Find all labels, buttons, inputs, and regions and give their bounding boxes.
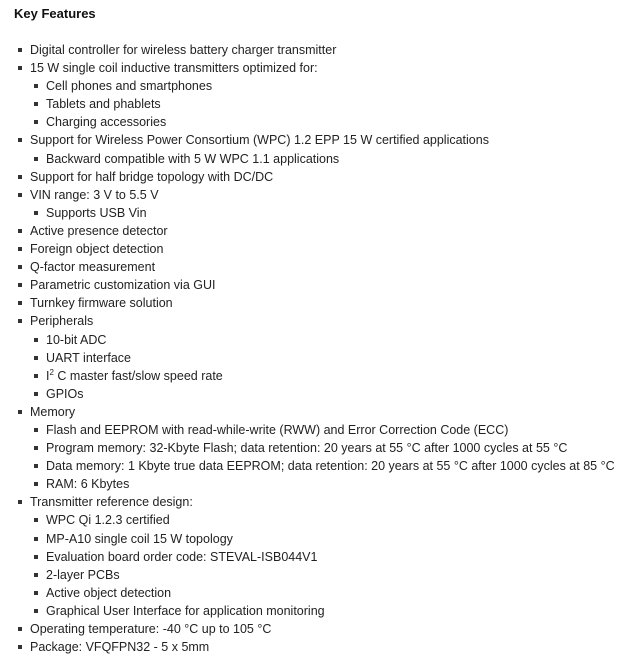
bullet-icon <box>34 428 38 432</box>
sub-feature-row <box>14 475 623 493</box>
sub-feature-list <box>14 150 623 168</box>
bullet-icon <box>34 102 38 106</box>
feature-item <box>14 222 623 240</box>
feature-row <box>14 186 623 204</box>
sub-feature-row <box>14 113 623 131</box>
feature-row <box>14 638 623 656</box>
sub-feature-item <box>14 421 623 439</box>
sub-feature-item <box>14 548 623 566</box>
superscript: 2 <box>49 367 54 377</box>
feature-text: Q-factor measurement <box>30 260 156 275</box>
sub-feature-text: 10-bit ADC <box>46 332 107 347</box>
feature-item <box>14 131 623 167</box>
bullet-icon <box>34 356 38 360</box>
feature-text: Active presence detector <box>30 223 168 238</box>
sub-feature-item <box>14 349 623 367</box>
feature-item <box>14 168 623 186</box>
feature-item <box>14 294 623 312</box>
feature-item <box>14 258 623 276</box>
bullet-icon <box>18 410 22 414</box>
sub-feature-text: Cell phones and smartphones <box>46 79 213 94</box>
sub-feature-item <box>14 475 623 493</box>
sub-feature-item <box>14 566 623 584</box>
feature-text: Support for half bridge topology with DC/DC <box>30 169 274 184</box>
sub-feature-row <box>14 367 623 385</box>
sub-feature-text: Evaluation board order code: STEVAL-ISB044V1 <box>46 549 318 564</box>
feature-row <box>14 222 623 240</box>
sub-feature-item <box>14 204 623 222</box>
sub-feature-row <box>14 77 623 95</box>
feature-text: Digital controller for wireless battery charger transmitter <box>30 43 337 57</box>
sub-feature-list <box>14 421 623 493</box>
sub-feature-row <box>14 584 623 602</box>
bullet-icon <box>34 120 38 124</box>
bullet-icon <box>18 193 22 197</box>
bullet-icon <box>18 500 22 504</box>
sub-feature-text: UART interface <box>46 350 131 365</box>
feature-item <box>14 59 623 131</box>
bullet-icon <box>34 518 38 522</box>
feature-item <box>14 41 623 59</box>
sub-feature-item <box>14 457 623 475</box>
sub-feature-row <box>14 150 623 168</box>
feature-text: Transmitter reference design: <box>30 495 193 510</box>
sub-feature-text: Charging accessories <box>46 115 167 130</box>
sub-feature-text: Graphical User Interface for application monitoring <box>46 603 325 618</box>
feature-row <box>14 59 623 77</box>
bullet-icon <box>34 446 38 450</box>
sub-feature-text: Backward compatible with 5 W WPC 1.1 applications <box>46 151 340 166</box>
feature-row <box>14 240 623 258</box>
sub-feature-row <box>14 385 623 403</box>
bullet-icon <box>18 66 22 70</box>
sub-feature-item <box>14 113 623 131</box>
bullet-icon <box>34 392 38 396</box>
bullet-icon <box>18 301 22 305</box>
sub-feature-row <box>14 566 623 584</box>
feature-text: Parametric customization via GUI <box>30 278 216 293</box>
sub-feature-text: Flash and EEPROM with read-while-write (RWW) and Error Correction Code (ECC) <box>46 422 509 437</box>
sub-feature-row <box>14 349 623 367</box>
feature-item <box>14 276 623 294</box>
sub-feature-row <box>14 439 623 457</box>
feature-row <box>14 620 623 638</box>
feature-item <box>14 403 623 493</box>
feature-item <box>14 312 623 402</box>
feature-text: Package: VFQFPN32 - 5 x 5mm <box>30 640 210 655</box>
sub-feature-item <box>14 150 623 168</box>
sub-feature-text: GPIOs <box>46 386 84 401</box>
feature-text: Support for Wireless Power Consortium (WPC) 1.2 EPP 15 W certified applications <box>30 133 489 148</box>
feature-row <box>14 276 623 294</box>
sub-feature-list <box>14 77 623 131</box>
bullet-icon <box>34 84 38 88</box>
feature-row <box>14 41 623 59</box>
text-rest: C master fast/slow speed rate <box>53 368 223 383</box>
sub-feature-row <box>14 530 623 548</box>
sub-feature-row <box>14 511 623 529</box>
feature-row <box>14 312 623 330</box>
feature-text: Foreign object detection <box>30 242 164 257</box>
sub-feature-text: Tablets and phablets <box>46 97 161 112</box>
bullet-icon <box>18 229 22 233</box>
bullet-icon <box>34 609 38 613</box>
feature-row <box>14 168 623 186</box>
bullet-icon <box>34 338 38 342</box>
sub-feature-text: Program memory: 32-Kbyte Flash; data retention: 20 years at 55 °C after 1000 cycles at 55 °C <box>46 441 568 456</box>
sub-feature-list <box>14 511 623 620</box>
sub-feature-text: WPC Qi 1.2.3 certified <box>46 513 170 528</box>
feature-row <box>14 403 623 421</box>
sub-feature-text <box>46 369 223 383</box>
bullet-icon <box>34 482 38 486</box>
bullet-icon <box>18 175 22 179</box>
sub-feature-row <box>14 421 623 439</box>
sub-feature-item <box>14 385 623 403</box>
bullet-icon <box>34 157 38 161</box>
feature-text: Memory <box>30 404 76 419</box>
sub-feature-item <box>14 95 623 113</box>
bullet-icon <box>18 319 22 323</box>
sub-feature-text: MP-A10 single coil 15 W topology <box>46 531 233 546</box>
sub-feature-row <box>14 457 623 475</box>
bullet-icon <box>18 265 22 269</box>
feature-item <box>14 620 623 638</box>
sub-feature-item <box>14 602 623 620</box>
feature-row <box>14 258 623 276</box>
bullet-icon <box>18 247 22 251</box>
text-prefix: I <box>46 368 50 383</box>
bullet-icon <box>34 374 38 378</box>
bullet-icon <box>18 645 22 649</box>
sub-feature-item <box>14 511 623 529</box>
bullet-icon <box>18 283 22 287</box>
bullet-icon <box>34 591 38 595</box>
bullet-icon <box>34 573 38 577</box>
sub-feature-item <box>14 367 623 385</box>
feature-text: Turnkey firmware solution <box>30 296 173 311</box>
sub-feature-item <box>14 77 623 95</box>
bullet-icon <box>34 464 38 468</box>
section-heading: Key Features <box>14 6 96 21</box>
feature-text: Operating temperature: -40 °C up to 105 °C <box>30 622 272 636</box>
feature-item <box>14 240 623 258</box>
bullet-icon <box>18 138 22 142</box>
feature-item <box>14 186 623 222</box>
bullet-icon <box>34 555 38 559</box>
bullet-icon <box>18 48 22 52</box>
feature-row <box>14 131 623 149</box>
feature-row <box>14 294 623 312</box>
sub-feature-row <box>14 602 623 620</box>
feature-list <box>14 41 623 656</box>
sub-feature-text: Data memory: 1 Kbyte true data EEPROM; data retention: 20 years at 55 °C after 1000 cycles at 85 °C <box>46 459 615 474</box>
sub-feature-item <box>14 530 623 548</box>
bullet-icon <box>18 627 22 631</box>
sub-feature-text: 2-layer PCBs <box>46 567 120 582</box>
sub-feature-list <box>14 331 623 403</box>
bullet-icon <box>34 211 38 215</box>
sub-feature-item <box>14 331 623 349</box>
sub-feature-item <box>14 439 623 457</box>
sub-feature-list <box>14 204 623 222</box>
sub-feature-row <box>14 204 623 222</box>
feature-row <box>14 493 623 511</box>
sub-feature-row <box>14 95 623 113</box>
bullet-icon <box>34 537 38 541</box>
feature-text: VIN range: 3 V to 5.5 V <box>30 187 159 202</box>
sub-feature-item <box>14 584 623 602</box>
sub-feature-row <box>14 331 623 349</box>
feature-text: Peripherals <box>30 314 94 329</box>
feature-item <box>14 493 623 620</box>
feature-item <box>14 638 623 656</box>
feature-text: 15 W single coil inductive transmitters optimized for: <box>30 61 318 76</box>
sub-feature-text: RAM: 6 Kbytes <box>46 477 130 492</box>
sub-feature-text: Active object detection <box>46 585 172 600</box>
sub-feature-text: Supports USB Vin <box>46 205 147 220</box>
sub-feature-row <box>14 548 623 566</box>
